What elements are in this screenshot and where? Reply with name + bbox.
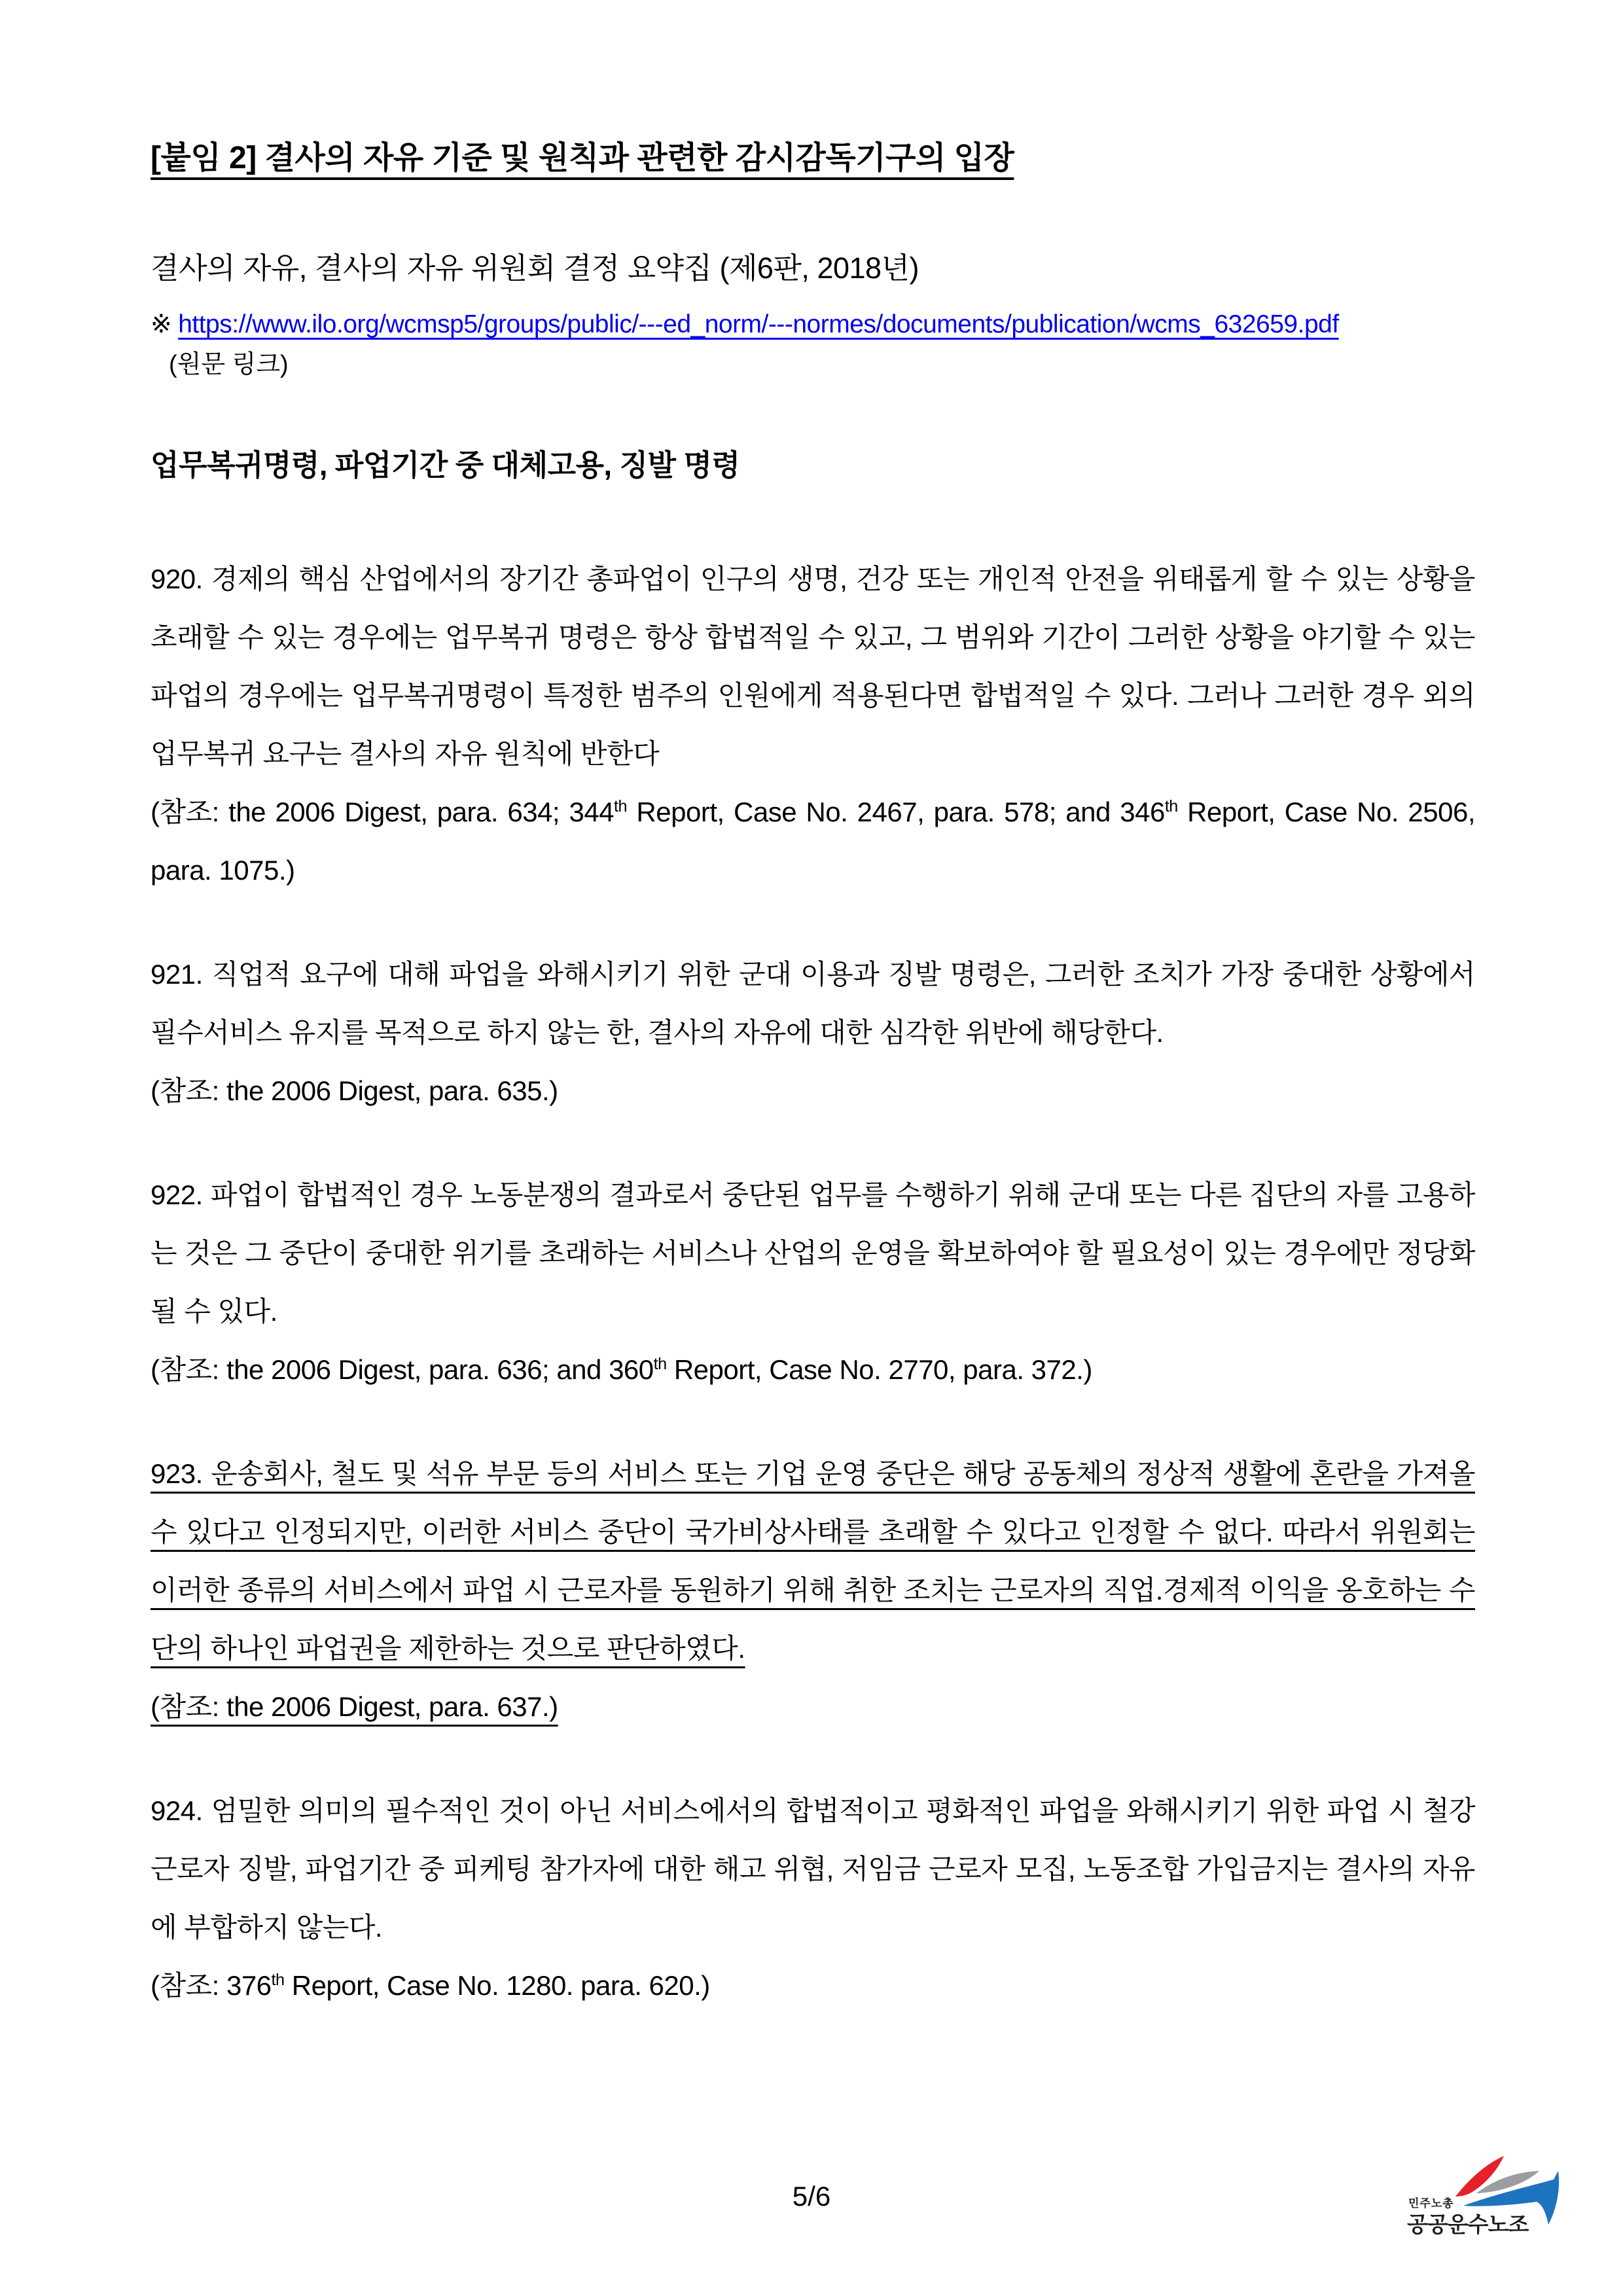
union-logo [1399,2153,1565,2236]
logo-federation-name: 민주노총 [1408,2197,1454,2210]
paragraph-920-citation: (참조: the 2006 Digest, para. 634; 344th Report, Case No. 2467, para. 578; and 346th Report, Case No. 2506, para. 1075.) [151,797,1476,886]
paragraph-921 [151,945,1475,1120]
paragraph-924-citation: (참조: 376th Report, Case No. 1280. para. 620.) [151,1970,710,2001]
paragraph-921-body: 921. 직업적 요구에 대해 파업을 와해시키기 위한 군대 이용과 징발 명령은, 그러한 조치가 가장 중대한 상황에서 필수서비스 유지를 목적으로 하지 않는 한, 결사의 자유에 대한 심각한 위반에 해당한다. [151,959,1475,1048]
paragraph-924-body: 924. 엄밀한 의미의 필수적인 것이 아닌 서비스에서의 합법적이고 평화적인 파업을 와해시키기 위한 파업 시 철강근로자 징발, 파업기간 중 피케팅 참가자에 대한 해고 위협, 저임금 근로자 모집, 노동조합 가입금지는 결사의 자유에 부합하지 않는다. [151,1795,1475,1943]
paragraph-922-citation: (참조: the 2006 Digest, para. 636; and 360th Report, Case No. 2770, para. 372.) [151,1354,1092,1385]
paragraph-920 [151,550,1475,899]
reference-marker: ※ [151,310,172,338]
paragraph-921-citation: (참조: the 2006 Digest, para. 635.) [151,1075,558,1106]
paragraph-922-body: 922. 파업이 합법적인 경우 노동분쟁의 결과로서 중단된 업무를 수행하기 위해 군대 또는 다른 집단의 자를 고용하는 것은 그 중단이 중대한 위기를 초래하는 서비스나 산업의 운영을 확보하여야 할 필요성이 있는 경우에만 정당화될 수 있다. [151,1179,1475,1327]
page-number: 5/6 [792,2181,831,2212]
paragraph-922 [151,1166,1475,1399]
paragraph-923-citation: (참조: the 2006 Digest, para. 637.) [151,1691,558,1722]
page-title: [붙임 2] 결사의 자유 기준 및 원칙과 관련한 감시감독기구의 입장 [151,141,1014,175]
paragraph-920-body: 920. 경제의 핵심 산업에서의 장기간 총파업이 인구의 생명, 건강 또는 개인적 안전을 위태롭게 할 수 있는 상황을 초래할 수 있는 경우에는 업무복귀 명령은 항상 합법적일 수 있고, 그 범위와 기간이 그러한 상황을 야기할 수 있는 파업의 경우에는 업무복귀명령이 특정한 범주의 인원에게 적용된다면 합법적일 수 있다. 그러나 그러한 경우 외의 업무복귀 요구는 결사의 자유 원칙에 반한다 [151,564,1475,769]
ilo-report-link[interactable]: https://www.ilo.org/wcmsp5/groups/public/---ed_norm/---normes/documents/publication/wcms_632659.pdf [178,310,1339,338]
logo-union-name: 공공운수노조 [1407,2212,1529,2236]
document-subtitle: 결사의 자유, 결사의 자유 위원회 결정 요약집 (제6판, 2018년) [151,251,919,285]
paragraph-923 [151,1444,1475,1736]
paragraph-923-body: 923. 운송회사, 철도 및 석유 부문 등의 서비스 또는 기업 운영 중단은 해당 공동체의 정상적 생활에 혼란을 가져올 수 있다고 인정되지만, 이러한 서비스 중단이 국가비상사태를 초래할 수 있다고 인정할 수 없다. 따라서 위원회는 이러한 종류의 서비스에서 파업 시 근로자를 동원하기 위해 취한 조치는 근로자의 직업.경제적 이익을 옹호하는 수단의 하나인 파업권을 제한하는 것으로 판단하였다. [151,1458,1475,1664]
section-heading: 업무복귀명령, 파업기간 중 대체고용, 징발 명령 [151,448,740,482]
paragraph-924 [151,1782,1475,2015]
reference-line [151,306,1475,343]
paragraph-list [151,550,1475,2015]
reference-caption: (원문 링크) [169,351,289,378]
document-content [151,0,1475,2015]
